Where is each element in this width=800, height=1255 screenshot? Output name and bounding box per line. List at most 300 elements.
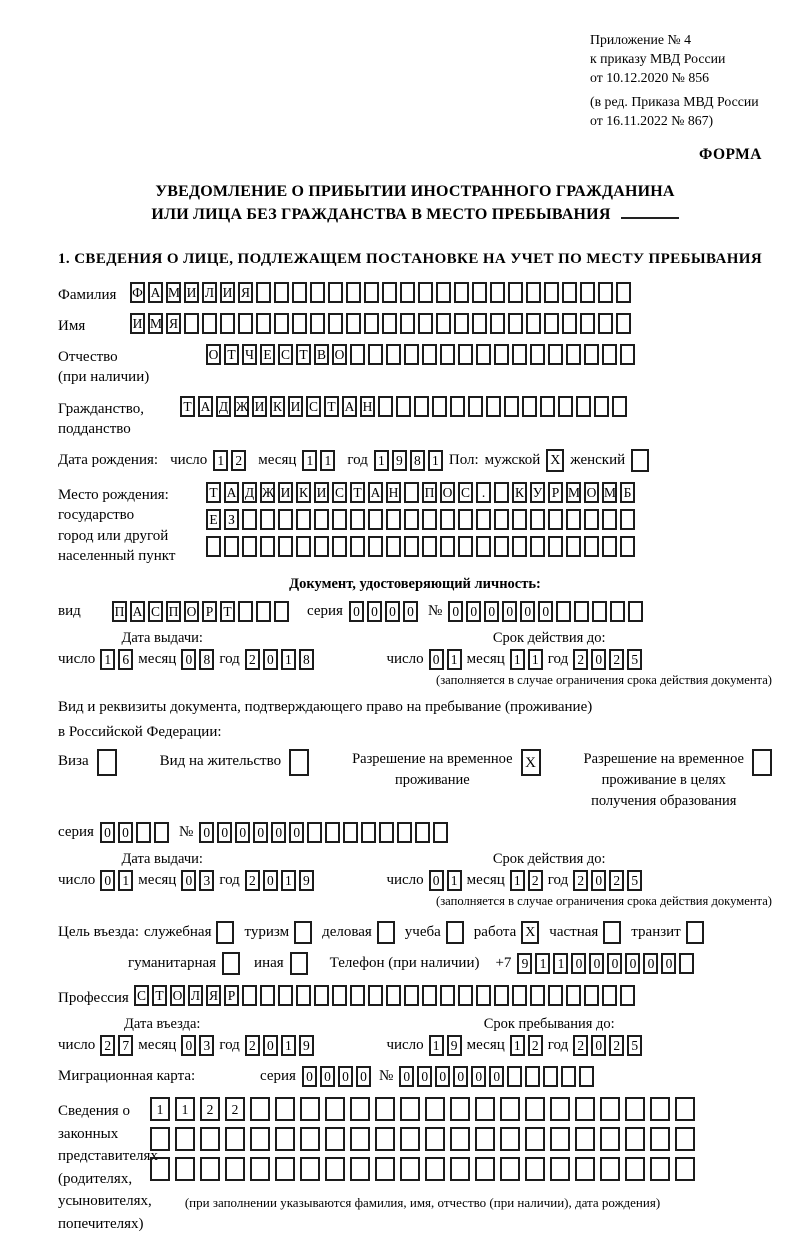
char-cell[interactable]	[436, 282, 451, 303]
char-cell[interactable]	[458, 536, 473, 557]
char-cell-filled[interactable]: У	[530, 482, 545, 503]
residence-doc-issue-day[interactable]	[100, 870, 133, 891]
char-cell[interactable]	[289, 749, 309, 776]
char-cell[interactable]	[216, 921, 234, 944]
char-cell[interactable]	[361, 822, 376, 843]
char-cell-filled[interactable]: 1	[118, 870, 133, 891]
char-cell-filled[interactable]: 0	[349, 601, 364, 622]
char-cell[interactable]	[225, 1157, 245, 1181]
char-cell-filled[interactable]: 1	[510, 870, 525, 891]
char-cell[interactable]	[550, 1097, 570, 1121]
char-cell[interactable]	[425, 1157, 445, 1181]
char-cell-filled[interactable]: К	[270, 396, 285, 417]
char-cell[interactable]	[275, 1157, 295, 1181]
char-cell[interactable]	[300, 1157, 320, 1181]
char-cell[interactable]	[508, 313, 523, 334]
char-cell-filled[interactable]: П	[112, 601, 127, 622]
char-cell[interactable]	[486, 396, 501, 417]
char-cell-filled[interactable]: Т	[324, 396, 339, 417]
char-cell-filled[interactable]: 0	[448, 601, 463, 622]
char-cell-filled[interactable]: О	[184, 601, 199, 622]
char-cell[interactable]	[525, 1066, 540, 1087]
char-cell-filled[interactable]: С	[458, 482, 473, 503]
char-cell[interactable]	[450, 396, 465, 417]
char-cell-filled[interactable]: 2	[573, 870, 588, 891]
char-cell-filled[interactable]: 0	[181, 649, 196, 670]
purpose-other-checkbox[interactable]	[290, 952, 308, 975]
char-cell[interactable]	[364, 282, 379, 303]
char-cell[interactable]	[343, 822, 358, 843]
birth-year-input[interactable]	[374, 450, 443, 471]
char-cell-filled[interactable]: Ж	[260, 482, 275, 503]
char-cell-filled[interactable]: 0	[453, 1066, 468, 1087]
char-cell-filled[interactable]: 0	[263, 649, 278, 670]
char-cell[interactable]	[576, 396, 591, 417]
char-cell[interactable]	[154, 822, 169, 843]
char-cell[interactable]	[475, 1127, 495, 1151]
char-cell[interactable]	[562, 282, 577, 303]
char-cell[interactable]	[530, 536, 545, 557]
char-cell[interactable]	[620, 985, 635, 1006]
birth-place-input-row2[interactable]	[206, 509, 635, 530]
char-cell[interactable]	[476, 344, 491, 365]
char-cell[interactable]	[543, 1066, 558, 1087]
char-cell[interactable]	[422, 509, 437, 530]
char-cell-filled[interactable]: 0	[625, 953, 640, 974]
char-cell-filled[interactable]: З	[224, 509, 239, 530]
char-cell[interactable]	[512, 985, 527, 1006]
char-cell-filled[interactable]: 0	[263, 870, 278, 891]
char-cell[interactable]	[500, 1157, 520, 1181]
char-cell[interactable]	[382, 313, 397, 334]
char-cell[interactable]	[530, 509, 545, 530]
char-cell[interactable]	[575, 1157, 595, 1181]
char-cell-filled[interactable]: 2	[245, 870, 260, 891]
char-cell[interactable]	[404, 985, 419, 1006]
char-cell-filled[interactable]: А	[148, 282, 163, 303]
char-cell[interactable]	[450, 1097, 470, 1121]
char-cell[interactable]	[325, 1127, 345, 1151]
char-cell-filled[interactable]: 0	[100, 870, 115, 891]
purpose-work-checkbox[interactable]	[521, 921, 539, 944]
char-cell[interactable]	[475, 1097, 495, 1121]
given-name-input[interactable]	[130, 313, 631, 334]
char-cell-filled[interactable]: 0	[429, 870, 444, 891]
char-cell[interactable]	[675, 1157, 695, 1181]
purpose-business-checkbox[interactable]	[377, 921, 395, 944]
char-cell-filled[interactable]: 0	[471, 1066, 486, 1087]
char-cell-filled[interactable]: А	[198, 396, 213, 417]
char-cell[interactable]	[200, 1157, 220, 1181]
char-cell-filled[interactable]: 0	[289, 822, 304, 843]
char-cell-filled[interactable]: 0	[520, 601, 535, 622]
char-cell[interactable]	[375, 1127, 395, 1151]
char-cell[interactable]	[450, 1157, 470, 1181]
id-doc-series-input[interactable]	[349, 601, 418, 622]
char-cell[interactable]	[512, 509, 527, 530]
citizenship-input[interactable]	[180, 396, 627, 417]
char-cell-filled[interactable]: Р	[202, 601, 217, 622]
char-cell-filled[interactable]: С	[278, 344, 293, 365]
char-cell[interactable]	[364, 313, 379, 334]
char-cell-filled[interactable]: 0	[399, 1066, 414, 1087]
char-cell-filled[interactable]: 1	[510, 649, 525, 670]
char-cell-filled[interactable]: 2	[231, 450, 246, 471]
char-cell[interactable]	[256, 601, 271, 622]
char-cell-filled[interactable]: 7	[118, 1035, 133, 1056]
char-cell[interactable]	[296, 536, 311, 557]
char-cell[interactable]	[602, 509, 617, 530]
purpose-official-checkbox[interactable]	[216, 921, 234, 944]
char-cell[interactable]	[386, 344, 401, 365]
char-cell-filled[interactable]: Е	[206, 509, 221, 530]
char-cell-filled[interactable]: 0	[589, 953, 604, 974]
char-cell[interactable]	[415, 822, 430, 843]
char-cell[interactable]	[278, 509, 293, 530]
char-cell[interactable]	[603, 921, 621, 944]
char-cell[interactable]	[650, 1157, 670, 1181]
residence-doc-number-input[interactable]	[199, 822, 448, 843]
char-cell[interactable]	[752, 749, 772, 776]
char-cell-filled[interactable]: 9	[299, 1035, 314, 1056]
char-cell-filled[interactable]: 1	[428, 450, 443, 471]
char-cell[interactable]	[250, 1127, 270, 1151]
char-cell[interactable]	[675, 1097, 695, 1121]
char-cell[interactable]	[422, 536, 437, 557]
char-cell[interactable]	[512, 344, 527, 365]
char-cell[interactable]	[350, 985, 365, 1006]
char-cell[interactable]	[296, 985, 311, 1006]
char-cell-filled[interactable]: О	[584, 482, 599, 503]
char-cell-filled[interactable]: 0	[538, 601, 553, 622]
char-cell[interactable]	[475, 1157, 495, 1181]
char-cell-filled[interactable]: 0	[263, 1035, 278, 1056]
char-cell-filled[interactable]: И	[252, 396, 267, 417]
char-cell[interactable]	[500, 1127, 520, 1151]
char-cell-filled[interactable]: 2	[573, 649, 588, 670]
char-cell[interactable]	[206, 536, 221, 557]
migration-card-number-input[interactable]	[399, 1066, 594, 1087]
char-cell[interactable]	[602, 344, 617, 365]
char-cell[interactable]	[397, 822, 412, 843]
char-cell[interactable]	[476, 509, 491, 530]
char-cell[interactable]	[368, 985, 383, 1006]
char-cell[interactable]	[300, 1127, 320, 1151]
char-cell-filled[interactable]: 1	[528, 649, 543, 670]
residence-doc-expiry-day[interactable]	[429, 870, 462, 891]
char-cell-filled[interactable]: 1	[447, 870, 462, 891]
char-cell[interactable]	[490, 282, 505, 303]
char-cell-filled[interactable]: И	[184, 282, 199, 303]
char-cell[interactable]	[378, 396, 393, 417]
char-cell-filled[interactable]: 0	[367, 601, 382, 622]
stay-day-input[interactable]	[429, 1035, 462, 1056]
char-cell[interactable]	[468, 396, 483, 417]
char-cell[interactable]	[238, 313, 253, 334]
char-cell[interactable]	[675, 1127, 695, 1151]
char-cell-filled[interactable]: 0	[403, 601, 418, 622]
char-cell[interactable]	[368, 536, 383, 557]
char-cell[interactable]	[566, 536, 581, 557]
char-cell[interactable]	[386, 985, 401, 1006]
char-cell[interactable]	[494, 985, 509, 1006]
char-cell[interactable]	[414, 396, 429, 417]
representatives-input-row1[interactable]	[150, 1097, 695, 1121]
birth-place-input-row3[interactable]	[206, 536, 635, 557]
char-cell-filled[interactable]: А	[130, 601, 145, 622]
char-cell[interactable]	[476, 985, 491, 1006]
char-cell-filled[interactable]: Н	[386, 482, 401, 503]
char-cell-filled[interactable]: 2	[200, 1097, 220, 1121]
char-cell[interactable]	[476, 536, 491, 557]
char-cell[interactable]	[296, 509, 311, 530]
char-cell[interactable]	[375, 1157, 395, 1181]
char-cell[interactable]	[550, 1127, 570, 1151]
char-cell-filled[interactable]: 0	[320, 1066, 335, 1087]
char-cell[interactable]	[490, 313, 505, 334]
char-cell-filled[interactable]: А	[368, 482, 383, 503]
char-cell-filled[interactable]: Т	[206, 482, 221, 503]
char-cell-filled[interactable]: О	[170, 985, 185, 1006]
char-cell-filled[interactable]: Т	[152, 985, 167, 1006]
phone-input[interactable]	[517, 953, 694, 974]
char-cell-filled[interactable]: С	[332, 482, 347, 503]
char-cell[interactable]	[620, 536, 635, 557]
temp-residence-edu-checkbox[interactable]	[752, 749, 772, 776]
char-cell-filled[interactable]: О	[440, 482, 455, 503]
char-cell[interactable]	[472, 313, 487, 334]
char-cell-filled[interactable]: 1	[281, 649, 296, 670]
purpose-tourism-checkbox[interactable]	[294, 921, 312, 944]
char-cell[interactable]	[612, 396, 627, 417]
char-cell[interactable]	[314, 985, 329, 1006]
char-cell[interactable]	[566, 344, 581, 365]
id-doc-expiry-month[interactable]	[510, 649, 543, 670]
char-cell[interactable]	[350, 344, 365, 365]
char-cell[interactable]	[548, 509, 563, 530]
representatives-input-row3[interactable]	[150, 1157, 695, 1181]
residence-doc-series-input[interactable]	[100, 822, 169, 843]
char-cell[interactable]	[300, 1097, 320, 1121]
char-cell[interactable]	[350, 1127, 370, 1151]
char-cell-filled[interactable]: Д	[216, 396, 231, 417]
char-cell[interactable]	[332, 985, 347, 1006]
char-cell[interactable]	[584, 985, 599, 1006]
char-cell-filled[interactable]: Т	[180, 396, 195, 417]
char-cell-filled[interactable]: Р	[224, 985, 239, 1006]
char-cell-filled[interactable]: К	[512, 482, 527, 503]
char-cell[interactable]	[310, 313, 325, 334]
char-cell-filled[interactable]: 0	[385, 601, 400, 622]
char-cell-filled[interactable]: 1	[510, 1035, 525, 1056]
char-cell[interactable]	[525, 1127, 545, 1151]
char-cell[interactable]	[375, 1097, 395, 1121]
purpose-study-checkbox[interactable]	[446, 921, 464, 944]
char-cell-filled[interactable]: 2	[245, 1035, 260, 1056]
char-cell-filled[interactable]: 1	[374, 450, 389, 471]
char-cell-filled[interactable]: 0	[466, 601, 481, 622]
char-cell-filled[interactable]: 9	[447, 1035, 462, 1056]
char-cell[interactable]	[386, 509, 401, 530]
char-cell[interactable]	[294, 921, 312, 944]
char-cell[interactable]	[292, 282, 307, 303]
char-cell[interactable]	[404, 536, 419, 557]
char-cell-filled[interactable]: Б	[620, 482, 635, 503]
char-cell[interactable]	[566, 509, 581, 530]
char-cell-filled[interactable]: 1	[320, 450, 335, 471]
char-cell[interactable]	[556, 601, 571, 622]
char-cell-filled[interactable]: 2	[100, 1035, 115, 1056]
purpose-transit-checkbox[interactable]	[686, 921, 704, 944]
surname-input[interactable]	[130, 282, 631, 303]
char-cell-filled[interactable]: 0	[484, 601, 499, 622]
char-cell-filled[interactable]: 5	[627, 1035, 642, 1056]
char-cell-filled[interactable]: 9	[299, 870, 314, 891]
entry-year-input[interactable]	[245, 1035, 314, 1056]
char-cell[interactable]	[580, 313, 595, 334]
char-cell[interactable]	[368, 509, 383, 530]
char-cell-filled[interactable]: 1	[535, 953, 550, 974]
char-cell-filled[interactable]: Е	[260, 344, 275, 365]
char-cell-filled[interactable]: 0	[643, 953, 658, 974]
char-cell[interactable]	[616, 282, 631, 303]
char-cell-filled[interactable]: 2	[609, 870, 624, 891]
stay-year-input[interactable]	[573, 1035, 642, 1056]
char-cell-filled[interactable]: 0	[417, 1066, 432, 1087]
char-cell[interactable]	[250, 1097, 270, 1121]
char-cell[interactable]	[332, 509, 347, 530]
char-cell-filled[interactable]: М	[148, 313, 163, 334]
char-cell-filled[interactable]: Т	[224, 344, 239, 365]
char-cell-filled[interactable]: К	[296, 482, 311, 503]
char-cell[interactable]	[575, 1097, 595, 1121]
char-cell-filled[interactable]: Т	[296, 344, 311, 365]
id-doc-issue-month[interactable]	[181, 649, 214, 670]
char-cell[interactable]	[275, 1127, 295, 1151]
char-cell[interactable]	[400, 282, 415, 303]
char-cell[interactable]	[274, 601, 289, 622]
char-cell[interactable]	[494, 482, 509, 503]
char-cell-filled[interactable]: Я	[206, 985, 221, 1006]
char-cell-filled[interactable]: 2	[528, 870, 543, 891]
char-cell[interactable]	[433, 822, 448, 843]
char-cell[interactable]	[561, 1066, 576, 1087]
char-cell[interactable]	[584, 344, 599, 365]
char-cell[interactable]	[610, 601, 625, 622]
char-cell-filled[interactable]: М	[166, 282, 181, 303]
char-cell-filled[interactable]: А	[342, 396, 357, 417]
char-cell-filled[interactable]: О	[206, 344, 221, 365]
char-cell-filled[interactable]: 0	[591, 870, 606, 891]
char-cell[interactable]	[598, 282, 613, 303]
char-cell-filled[interactable]: 0	[118, 822, 133, 843]
char-cell[interactable]	[256, 313, 271, 334]
char-cell[interactable]	[530, 344, 545, 365]
char-cell[interactable]	[404, 509, 419, 530]
char-cell[interactable]	[600, 1127, 620, 1151]
gender-female-checkbox[interactable]	[631, 449, 649, 472]
char-cell-filled[interactable]: .	[476, 482, 491, 503]
char-cell[interactable]	[574, 601, 589, 622]
char-cell[interactable]	[404, 344, 419, 365]
representatives-input-row2[interactable]	[150, 1127, 695, 1151]
char-cell-filled[interactable]: 6	[118, 649, 133, 670]
char-cell-filled[interactable]: Д	[242, 482, 257, 503]
char-cell[interactable]	[325, 1157, 345, 1181]
char-cell[interactable]	[418, 282, 433, 303]
birth-day-input[interactable]	[213, 450, 246, 471]
char-cell-filled[interactable]: О	[332, 344, 347, 365]
char-cell-filled[interactable]: И	[314, 482, 329, 503]
char-cell-filled[interactable]: 0	[199, 822, 214, 843]
char-cell-filled[interactable]: 0	[271, 822, 286, 843]
char-cell[interactable]	[400, 1127, 420, 1151]
char-cell[interactable]	[594, 396, 609, 417]
char-cell-filled[interactable]: 0	[338, 1066, 353, 1087]
char-cell-filled[interactable]: С	[134, 985, 149, 1006]
char-cell[interactable]	[508, 282, 523, 303]
char-cell-filled[interactable]: 3	[199, 1035, 214, 1056]
char-cell[interactable]	[650, 1097, 670, 1121]
char-cell[interactable]	[220, 313, 235, 334]
char-cell[interactable]	[260, 536, 275, 557]
char-cell[interactable]	[332, 536, 347, 557]
char-cell[interactable]	[260, 509, 275, 530]
char-cell[interactable]	[440, 344, 455, 365]
char-cell-filled[interactable]: 0	[100, 822, 115, 843]
char-cell-filled[interactable]: 0	[181, 870, 196, 891]
char-cell[interactable]	[425, 1097, 445, 1121]
id-doc-issue-year[interactable]	[245, 649, 314, 670]
char-cell-filled[interactable]: 5	[627, 649, 642, 670]
char-cell[interactable]	[200, 1127, 220, 1151]
char-cell[interactable]	[650, 1127, 670, 1151]
id-doc-issue-day[interactable]	[100, 649, 133, 670]
char-cell[interactable]	[222, 952, 240, 975]
char-cell-filled[interactable]: 1	[281, 870, 296, 891]
char-cell-filled[interactable]: X	[521, 749, 541, 776]
char-cell[interactable]	[314, 536, 329, 557]
char-cell-filled[interactable]: 1	[447, 649, 462, 670]
id-doc-expiry-year[interactable]	[573, 649, 642, 670]
char-cell-filled[interactable]: 1	[175, 1097, 195, 1121]
char-cell[interactable]	[504, 396, 519, 417]
char-cell-filled[interactable]: 2	[528, 1035, 543, 1056]
char-cell-filled[interactable]: 5	[627, 870, 642, 891]
char-cell-filled[interactable]: 0	[217, 822, 232, 843]
char-cell-filled[interactable]: Т	[350, 482, 365, 503]
char-cell-filled[interactable]: Н	[360, 396, 375, 417]
char-cell-filled[interactable]: Л	[188, 985, 203, 1006]
entry-month-input[interactable]	[181, 1035, 214, 1056]
char-cell[interactable]	[598, 313, 613, 334]
char-cell-filled[interactable]: 8	[299, 649, 314, 670]
char-cell-filled[interactable]: 0	[591, 1035, 606, 1056]
char-cell[interactable]	[628, 601, 643, 622]
char-cell-filled[interactable]: 1	[150, 1097, 170, 1121]
char-cell-filled[interactable]: В	[314, 344, 329, 365]
char-cell-filled[interactable]: 0	[302, 1066, 317, 1087]
char-cell[interactable]	[525, 1157, 545, 1181]
char-cell[interactable]	[620, 509, 635, 530]
char-cell[interactable]	[602, 536, 617, 557]
id-doc-number-input[interactable]	[448, 601, 643, 622]
char-cell[interactable]	[328, 313, 343, 334]
birth-month-input[interactable]	[302, 450, 335, 471]
char-cell[interactable]	[175, 1157, 195, 1181]
char-cell[interactable]	[310, 282, 325, 303]
char-cell[interactable]	[307, 822, 322, 843]
